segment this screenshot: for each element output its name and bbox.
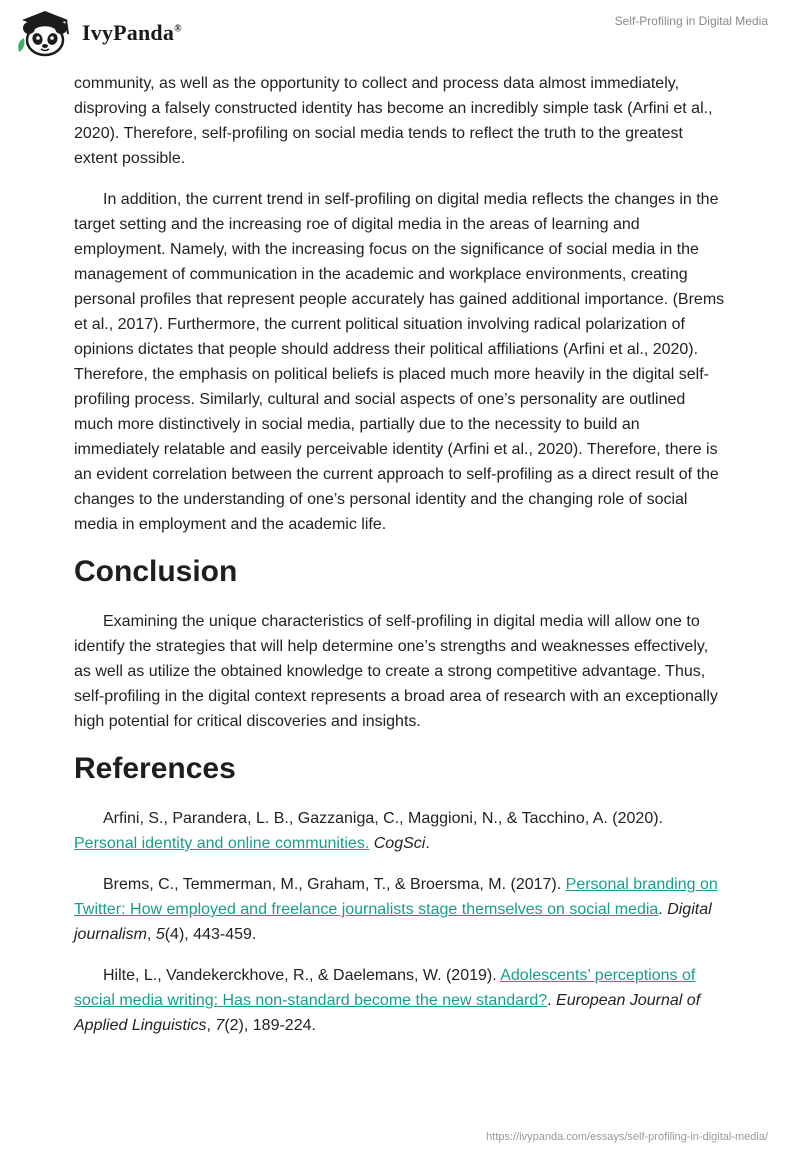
paragraph-trend: In addition, the current trend in self-profiling on digital media reflects the changes in the target setting and the increasing roe of digital media in the areas of learning and employment. Namely, with the increasing focus on the significance of social media in the management of communication in the academic and workplace environments, creating personal profiles that represent people accurately has gained additional importance. (Brems et al., 2017). Furthermore, the current political situation involving radical polarization of opinions dictates that people should address their political affiliations (Arfini et al., 2020). Therefore, the emphasis on political beliefs is placed much more heavily in the digital self-profiling process. Similarly, cultural and social aspects of one’s personality are outlined much more distinctively in social media, partially due to the necessity to build an immediately relatable and easily perceivable identity (Arfini et al., 2020). Therefore, there is an evident correlation between the current approach to self-profiling as a direct result of the changes to the understanding of one’s personal identity and the changing role of social media in employment and the academic life.	[74, 191, 725, 533]
essay-content	[74, 71, 726, 1054]
reference-entry: Brems, C., Temmerman, M., Graham, T., & Broersma, M. (2017). Personal branding on Twitter: How employed and freelance journalists stage themselves on social media. Digital journalism, 5(4), 443-459.	[74, 876, 718, 943]
paragraph-continued: community, as well as the opportunity to collect and process data almost immediately, disproving a falsely constructed identity has become an incredibly simple task (Arfini et al., 2020). Therefore, self-profiling on social media tends to reflect the truth to the greatest extent possible.	[74, 75, 713, 167]
conclusion-paragraph: Examining the unique characteristics of self-profiling in digital media will allow one to identify the strategies that will help determine one’s strengths and weaknesses effectively, as well as utilize the obtained knowledge to create a strong competitive advantage. Thus, self-profiling in the digital context represents a broad area of research with an exceptionally high potential for critical discoveries and insights.	[74, 613, 718, 730]
reference-journal: European Journal of Applied Linguistics	[74, 992, 701, 1034]
brand-name: IvyPanda®	[82, 20, 182, 45]
reference-authors: Arfini, S., Parandera, L. B., Gazzaniga, C., Maggioni, N., & Tacchino, A. (2020).	[103, 810, 663, 827]
reference-entry: Arfini, S., Parandera, L. B., Gazzaniga, C., Maggioni, N., & Tacchino, A. (2020). Personal identity and online communities. CogSci.	[74, 810, 663, 852]
reference-authors: Brems, C., Temmerman, M., Graham, T., & Broersma, M. (2017).	[103, 876, 566, 893]
reference-volume: 5	[155, 926, 165, 943]
reference-link[interactable]: Personal branding on Twitter: How employed and freelance journalists stage themselves on social media	[74, 876, 718, 918]
page-header	[0, 0, 800, 72]
document-title: Self-Profiling in Digital Media	[614, 14, 768, 28]
references-heading: References	[74, 752, 236, 785]
reference-volume: 7	[215, 1017, 225, 1034]
reference-journal: Digital journalism	[74, 901, 712, 943]
reference-link[interactable]: Personal identity and online communities.	[74, 835, 370, 852]
conclusion-heading: Conclusion	[74, 555, 238, 588]
ivypanda-logo[interactable]	[14, 8, 182, 58]
source-url: https://ivypanda.com/essays/self-profiling-in-digital-media/	[486, 1131, 768, 1143]
reference-link[interactable]: Adolescents’ perceptions of social media writing: Has non-standard become the new standard?	[74, 967, 696, 1009]
reference-entry: Hilte, L., Vandekerckhove, R., & Daelemans, W. (2019). Adolescents’ perceptions of social media writing: Has non-standard become the new standard?. European Journal of Applied Linguistics, 7(2), 189-224.	[74, 967, 701, 1034]
reference-journal: CogSci	[373, 835, 426, 852]
panda-mascot-icon	[14, 8, 76, 58]
reference-authors: Hilte, L., Vandekerckhove, R., & Daelemans, W. (2019).	[103, 967, 501, 984]
